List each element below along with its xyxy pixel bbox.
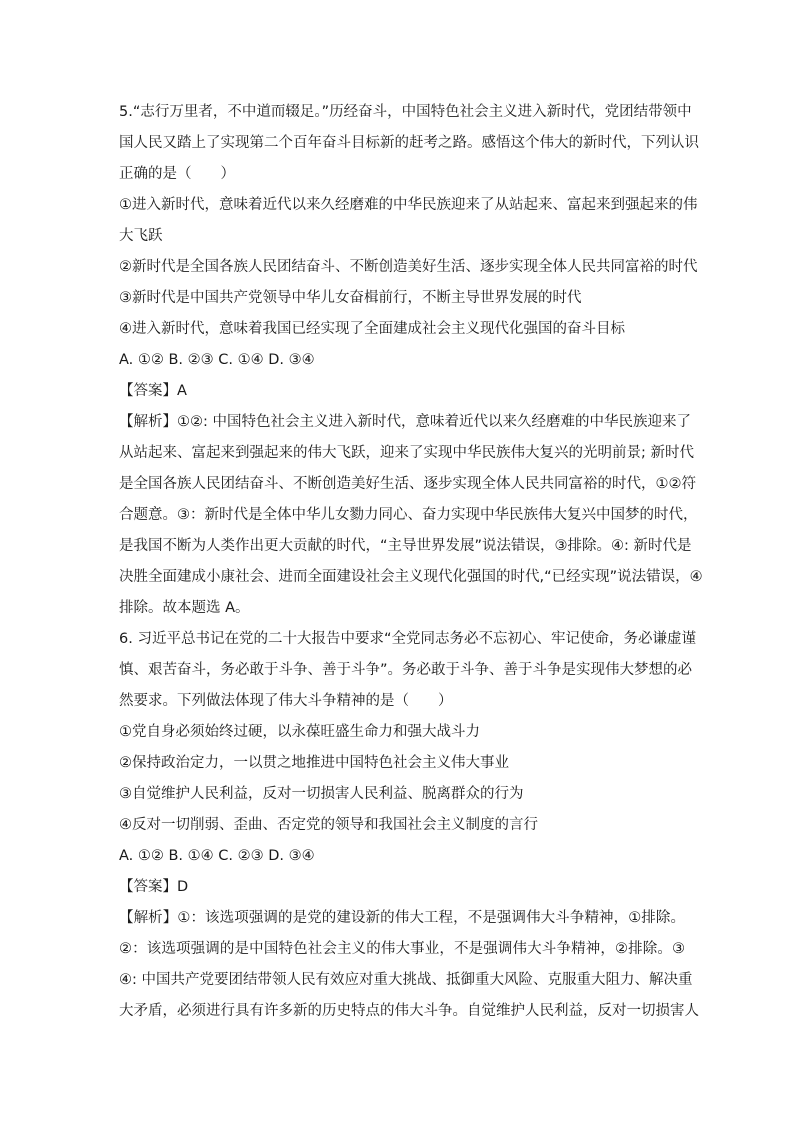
question-stem-line: 5.“志行万里者，不中道而辍足。”历经奋斗，中国特色社会主义进入新时代，党团结带领中 — [119, 104, 692, 120]
option-line: ②新时代是全国各族人民团结奋斗、不断创造美好生活、逐步实现全体人民共同富裕的时代 — [119, 259, 698, 275]
option-line: ③自觉维护人民利益，反对一切损害人民利益、脱离群众的行为 — [119, 786, 524, 802]
analysis-line: 是全国各族人民团结奋斗、不断创造美好生活、逐步实现全体人民共同富裕的时代，①②符 — [119, 476, 696, 492]
analysis-line: 排除。故本题选 A。 — [119, 600, 250, 616]
question-5 — [119, 97, 703, 624]
question-stem-line: 慎、艰苦奋斗，务必敢于斗争、善于斗争”。务必敢于斗争、善于斗争是实现伟大梦想的必 — [119, 662, 693, 678]
answer-label: 【答案】D — [119, 879, 189, 895]
analysis-line: ④: 中国共产党要团结带领人民有效应对重大挑战、抵御重大风险、克服重大阻力、解决重 — [119, 972, 693, 988]
option-line: ①进入新时代，意味着近代以来久经磨难的中华民族迎来了从站起来、富起来到强起来的伟 — [119, 197, 698, 213]
option-line: ④反对一切削弱、歪曲、否定党的领导和我国社会主义制度的言行 — [119, 817, 538, 833]
question-stem-line: 国人民又踏上了实现第二个百年奋斗目标新的赶考之路。感悟这个伟大的新时代，下列认识 — [119, 135, 699, 151]
analysis-line: 决胜全面建成小康社会、进而全面建设社会主义现代化强国的时代,“已经实现”说法错误，④ — [119, 569, 703, 585]
answer-choices: A. ①② B. ①④ C. ②③ D. ③④ — [119, 848, 315, 864]
option-line: ③新时代是中国共产党领导中华儿女奋楫前行，不断主导世界发展的时代 — [119, 290, 582, 306]
analysis-line: 大矛盾，必须进行具有许多新的历史特点的伟大斗争。自觉维护人民利益，反对一切损害人 — [119, 1003, 699, 1019]
analysis-line: 是我国不断为人类作出更大贡献的时代，“主导世界发展”说法错误，③排除。④: 新时代是 — [119, 538, 692, 554]
analysis-line: ②：该选项强调的是中国特色社会主义的伟大事业，不是强调伟大斗争精神，②排除。③ — [119, 941, 685, 957]
option-line: 大飞跃 — [119, 228, 163, 244]
question-6 — [119, 624, 699, 1027]
question-stem-line: 正确的是（ ） — [119, 166, 235, 182]
answer-choices: A. ①② B. ②③ C. ①④ D. ③④ — [119, 352, 315, 368]
analysis-line: 从站起来、富起来到强起来的伟大飞跃，迎来了实现中华民族伟大复兴的光明前景; 新时代 — [119, 445, 694, 461]
analysis-line: 【解析】①②: 中国特色社会主义进入新时代，意味着近代以来久经磨难的中华民族迎来了 — [119, 414, 691, 430]
option-line: ①党自身必须始终过硬，以永葆旺盛生命力和强大战斗力 — [119, 724, 480, 740]
question-stem-line: 然要求。下列做法体现了伟大斗争精神的是（ ） — [119, 693, 453, 709]
option-line: ④进入新时代，意味着我国已经实现了全面建成社会主义现代化强国的奋斗目标 — [119, 321, 625, 337]
option-line: ②保持政治定力，一以贯之地推进中国特色社会主义伟大事业 — [119, 755, 509, 771]
page-content — [119, 97, 703, 1027]
analysis-line: 【解析】①：该选项强调的是党的建设新的伟大工程，不是强调伟大斗争精神，①排除。 — [119, 910, 685, 926]
question-stem-line: 6. 习近平总书记在党的二十大报告中要求“全党同志务必不忘初心、牢记使命，务必谦虚谨 — [119, 631, 696, 647]
analysis-line: 合题意。③：新时代是全体中华儿女勠力同心、奋力实现中华民族伟大复兴中国梦的时代， — [119, 507, 698, 523]
answer-label: 【答案】A — [119, 383, 187, 399]
